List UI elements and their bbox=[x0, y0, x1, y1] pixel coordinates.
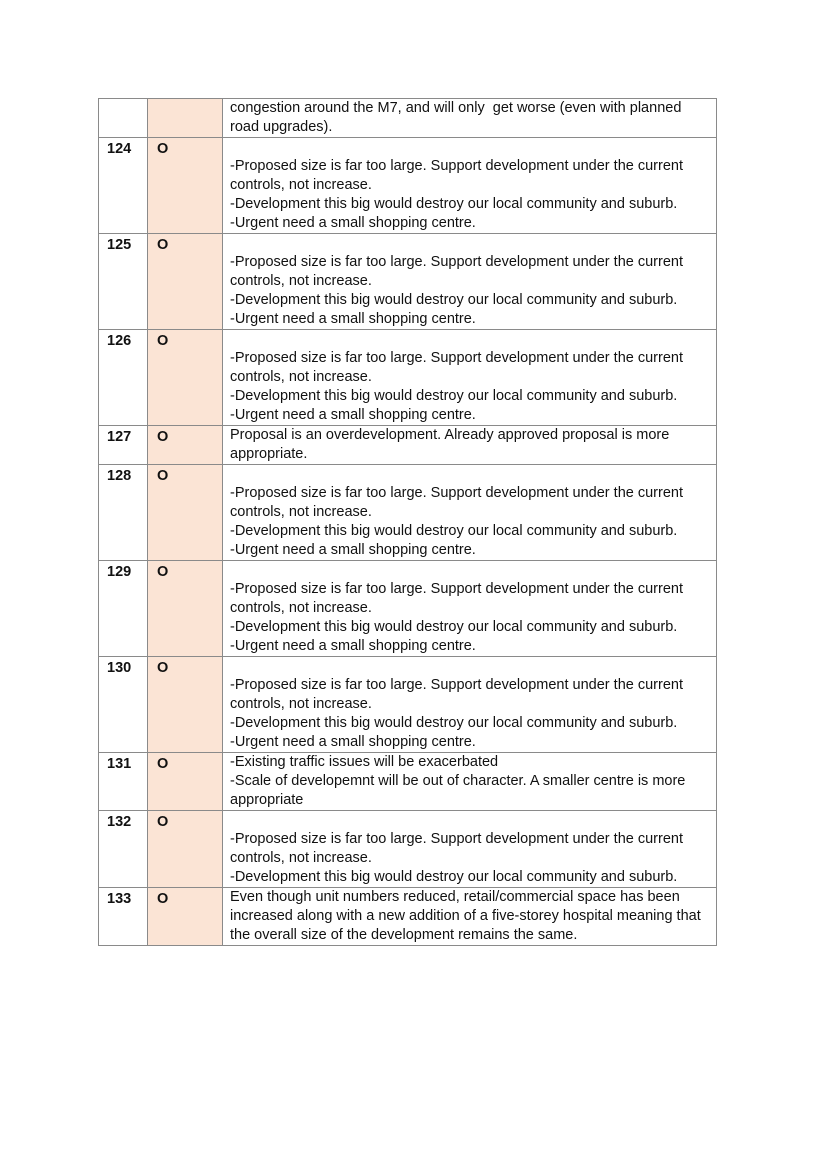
submission-comment bbox=[223, 138, 717, 234]
submission-number: 127 bbox=[99, 426, 148, 465]
comment-line: -Development this big would destroy our local community and suburb. bbox=[230, 619, 678, 635]
position-code bbox=[148, 99, 223, 138]
position-code: O bbox=[148, 330, 223, 426]
submission-number: 131 bbox=[99, 753, 148, 811]
blank-line bbox=[230, 234, 712, 253]
submissions-table-body bbox=[99, 99, 717, 946]
submission-comment bbox=[223, 753, 717, 811]
table-row bbox=[99, 888, 717, 946]
table-row bbox=[99, 138, 717, 234]
comment-line: -Urgent need a small shopping centre. bbox=[230, 215, 476, 231]
table-row bbox=[99, 99, 717, 138]
comment-line: -Urgent need a small shopping centre. bbox=[230, 407, 476, 423]
table-row bbox=[99, 657, 717, 753]
table-row bbox=[99, 811, 717, 888]
submission-comment bbox=[223, 888, 717, 946]
blank-line bbox=[230, 811, 712, 830]
position-code: O bbox=[148, 426, 223, 465]
comment-line: -Proposed size is far too large. Support development under the current controls, not increase. bbox=[230, 581, 688, 616]
position-code: O bbox=[148, 465, 223, 561]
position-code: O bbox=[148, 888, 223, 946]
comment-line: -Development this big would destroy our local community and suburb. bbox=[230, 715, 678, 731]
table-row bbox=[99, 753, 717, 811]
comment-line: congestion around the M7, and will only get worse (even with planned road upgrades). bbox=[230, 100, 686, 135]
comment-line: -Urgent need a small shopping centre. bbox=[230, 311, 476, 327]
submission-comment bbox=[223, 465, 717, 561]
blank-line bbox=[230, 657, 712, 676]
submission-number: 129 bbox=[99, 561, 148, 657]
position-code: O bbox=[148, 657, 223, 753]
submission-comment bbox=[223, 426, 717, 465]
position-code: O bbox=[148, 234, 223, 330]
comment-line: -Development this big would destroy our local community and suburb. bbox=[230, 292, 678, 308]
position-code: O bbox=[148, 811, 223, 888]
comment-line: -Urgent need a small shopping centre. bbox=[230, 734, 476, 750]
position-code: O bbox=[148, 561, 223, 657]
submission-comment bbox=[223, 234, 717, 330]
comment-line: -Scale of developemnt will be out of character. A smaller centre is more appropriate bbox=[230, 773, 690, 808]
comment-line: Proposal is an overdevelopment. Already approved proposal is more appropriate. bbox=[230, 427, 674, 462]
position-code: O bbox=[148, 138, 223, 234]
submission-number: 126 bbox=[99, 330, 148, 426]
comment-line: -Urgent need a small shopping centre. bbox=[230, 542, 476, 558]
submission-number: 124 bbox=[99, 138, 148, 234]
submission-comment bbox=[223, 99, 717, 138]
submission-number: 132 bbox=[99, 811, 148, 888]
submission-comment bbox=[223, 561, 717, 657]
table-row bbox=[99, 465, 717, 561]
submission-comment bbox=[223, 330, 717, 426]
comment-line: -Proposed size is far too large. Support development under the current controls, not increase. bbox=[230, 254, 688, 289]
comment-line: -Proposed size is far too large. Support development under the current controls, not increase. bbox=[230, 831, 688, 866]
submission-comment bbox=[223, 657, 717, 753]
comment-line: -Proposed size is far too large. Support development under the current controls, not increase. bbox=[230, 485, 688, 520]
blank-line bbox=[230, 330, 712, 349]
position-code: O bbox=[148, 753, 223, 811]
comment-line: -Existing traffic issues will be exacerbated bbox=[230, 754, 499, 770]
submission-number: 125 bbox=[99, 234, 148, 330]
submission-number: 133 bbox=[99, 888, 148, 946]
comment-line: -Proposed size is far too large. Support development under the current controls, not increase. bbox=[230, 677, 688, 712]
comment-line: -Development this big would destroy our local community and suburb. bbox=[230, 523, 678, 539]
submissions-table bbox=[98, 98, 717, 946]
table-row bbox=[99, 426, 717, 465]
blank-line bbox=[230, 465, 712, 484]
blank-line bbox=[230, 138, 712, 157]
comment-line: Even though unit numbers reduced, retail/commercial space has been increased along with a new addition of a five-storey hospital meaning that the overall size of the development remains the same. bbox=[230, 889, 705, 943]
submission-comment bbox=[223, 811, 717, 888]
table-row bbox=[99, 234, 717, 330]
submission-number: 128 bbox=[99, 465, 148, 561]
submission-number bbox=[99, 99, 148, 138]
blank-line bbox=[230, 561, 712, 580]
comment-line: -Proposed size is far too large. Support development under the current controls, not increase. bbox=[230, 158, 688, 193]
table-row bbox=[99, 330, 717, 426]
table-row bbox=[99, 561, 717, 657]
comment-line: -Proposed size is far too large. Support development under the current controls, not increase. bbox=[230, 350, 688, 385]
comment-line: -Development this big would destroy our local community and suburb. bbox=[230, 388, 678, 404]
comment-line: -Development this big would destroy our local community and suburb. bbox=[230, 196, 678, 212]
comment-line: -Development this big would destroy our local community and suburb. bbox=[230, 869, 678, 885]
submission-number: 130 bbox=[99, 657, 148, 753]
comment-line: -Urgent need a small shopping centre. bbox=[230, 638, 476, 654]
